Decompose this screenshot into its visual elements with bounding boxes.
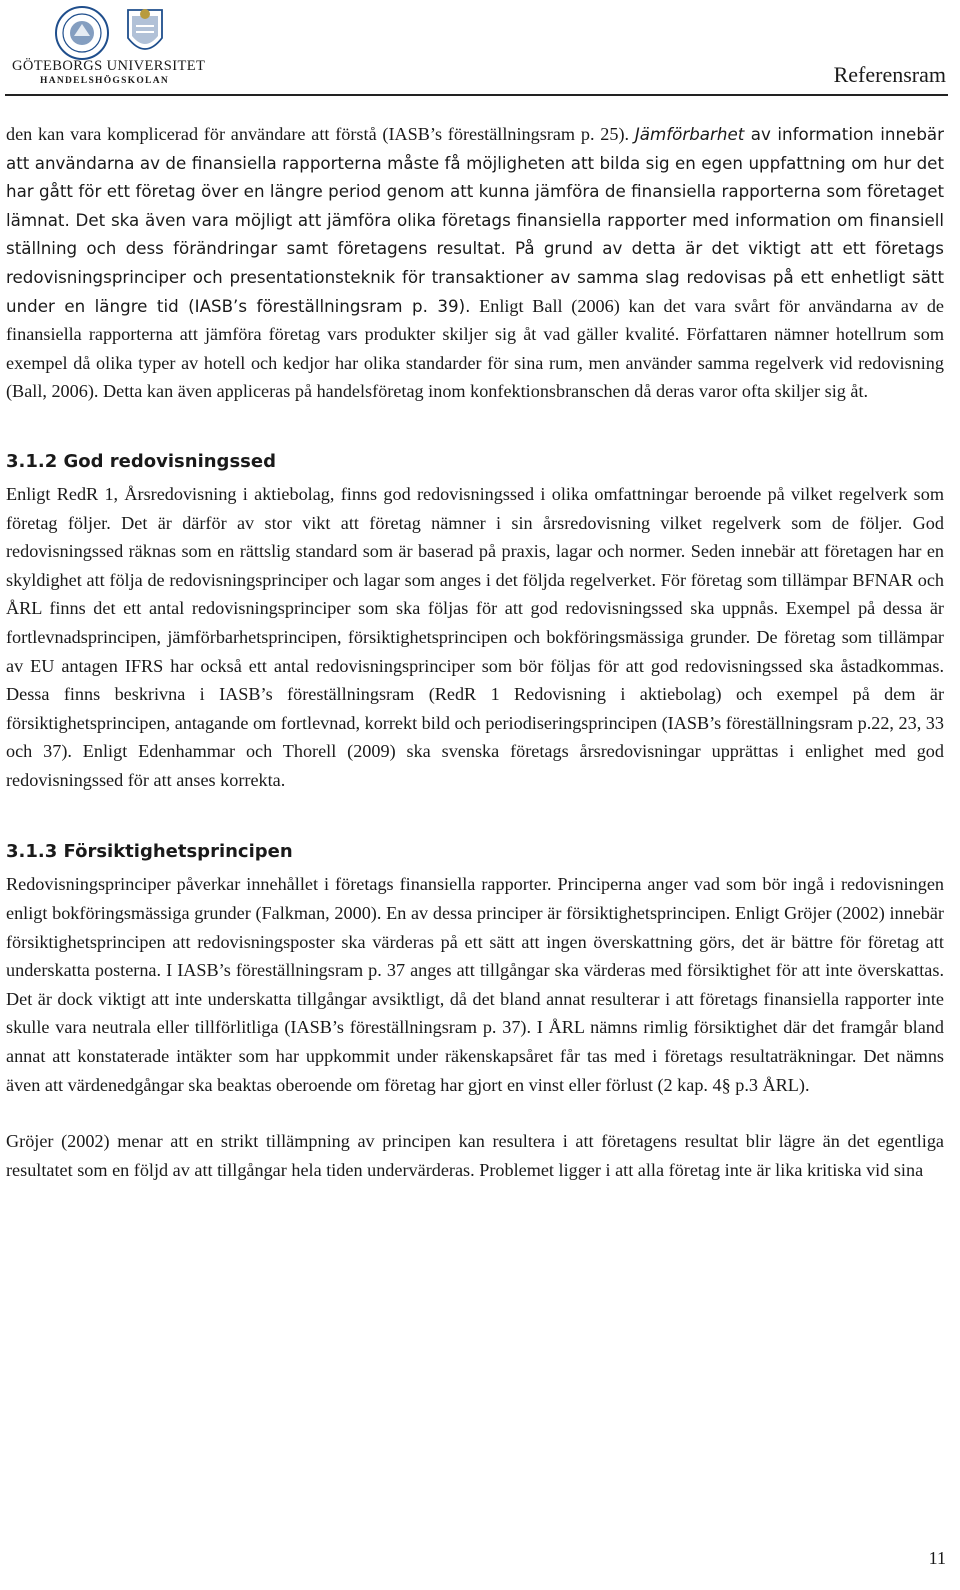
paragraph-text: Det ska även vara möjligt att jämföra olika företags finansiella rapporter med information om finansiell ställning och dess förändringar samt företagens resultat. [6,209,944,259]
term-jamforbarhet: Jämförbarhet [634,124,745,144]
university-seal-icon [52,4,172,62]
paragraph-comparability [6,120,944,406]
paragraph-text: den kan vara komplicerad för användare att förstå (IASB’s föreställningsram p. 25). [6,124,635,144]
page-header [0,0,960,96]
section-heading-forsiktighetsprincipen: 3.1.3 Försiktighetsprincipen [6,841,293,863]
paragraph-text: Enligt Ball (2006) kan det vara svårt för användarna av de finansiella rapporterna att jämföra företag vars produkter skiljer sig åt vad gäller kvalité. [6,295,944,345]
paragraph-grojer: Gröjer (2002) menar att en strikt tillämpning av principen kan resultera i att företagens resultat blir lägre än det egentliga resultatet som en följd av att tillgångar hela tiden undervärderas. Problemet ligger i att alla företag inte är lika kritiska vid sina [6,1131,944,1180]
school-name: HANDELSHÖGSKOLAN [40,76,170,86]
university-logo [6,2,216,90]
paragraph-text: Författaren nämner hotellrum som exempel då olika typer av hotell och kedjor har olika standarder för sina rum, men använder samma regelverk vid redovisning (Ball, 2006). Detta kan även appliceras på handelsföretag inom konfektionsbranschen då deras varor ofta skiljer sig åt. [6,324,944,402]
section-heading-god-redovisningssed: 3.1.2 God redovisningssed [6,450,276,472]
running-head: Referensram [833,62,946,87]
paragraph-forsiktighetsprincipen: Redovisningsprinciper påverkar innehållet i företags finansiella rapporter. Principerna anger vad som bör ingå i redovisningen enligt bokföringsmässiga grunder (Falkman, 2000). En av dessa principer är försiktighetsprincipen. Enligt Gröjer (2002) innebär försiktighetsprincipen att redovisningsposter ska värderas på ett sätt att ingen överskattning görs, det är bättre för företag att underskatta posterna. I IASB’s föreställningsram p. 37 anges att tillgångar ska värderas med försiktighet för att inte överskattas. Det är dock viktigt att inte underskatta tillgångar avsiktligt, då det bland annat resulterar i att företags finansiella rapporter inte skulle vara neutrala eller tillförlitliga (IASB’s föreställningsram p. 37). I ÅRL nämns rimlig försiktighet där det framgår bland annat att konstaterade intäkter som har uppkommit under räkenskapsåret får tas med i företags resultaträkningar. Det nämns även att värdenedgångar ska beaktas oberoende om företag har gjort en vinst eller förlust (2 kap. 4§ p.3 ÅRL). [6,874,944,1095]
header-rule [5,94,948,96]
paragraph-text: av information innebär att användarna av de finansiella rapporterna måste få möjligheten att bilda sig en egen uppfattning om hur det har gått för ett företag över en längre period genom att kunna jämföra de finansiella rapporterna som företaget lämnat. [6,124,945,230]
university-name: GÖTEBORGS UNIVERSITET [12,58,206,74]
page-number: 11 [928,1548,946,1568]
paragraph-god-redovisningssed: Enligt RedR 1, Årsredovisning i aktiebolag, finns god redovisningssed i olika omfattningar beroende på vilket regelverk som företag följer. Det är därför av stor vikt att företag nämner i sin årsredovisning vilket regelverk som de följer. God redovisningssed räknas som en rättslig standard som är baserad på praxis, lagar och normer. Seden innebär att företagen har en skyldighet att följa de redovisningsprinciper och lagar som anges i det följda regelverket. För företag som tillämpar BFNAR och ÅRL finns det ett antal redovisningsprinciper som ska följas för att god redovisningssed ska uppnås. Exempel på dessa är fortlevnadsprincipen, jämförbarhetsprincipen, försiktighetsprincipen och bokföringsmässiga grunder. De företag som tillämpar av EU antagen IFRS har också ett antal redovisningsprinciper som bör följas för att god redovisningssed ska åstadkommas. Dessa finns beskrivna i IASB’s föreställningsram (RedR 1 Redovisning i aktiebolag) och exempel på dem är försiktighetsprincipen, antagande om fortlevnad, korrekt bild och periodiseringsprincipen (IASB’s föreställningsram p.22, 23, 33 och 37). Enligt Edenhammar och Thorell (2009) ska svenska företags årsredovisningar upprättas i enlighet med god redovisningssed för att anses korrekta. [6,483,944,790]
page-content [6,120,944,1184]
paragraph-text: På grund av detta är det viktigt att ett företags redovisningsprinciper och presentationsteknik för transaktioner av samma slag redovisas på ett enhetligt sätt under en längre tid (IASB’s föreställningsram p. 39). [6,238,944,316]
